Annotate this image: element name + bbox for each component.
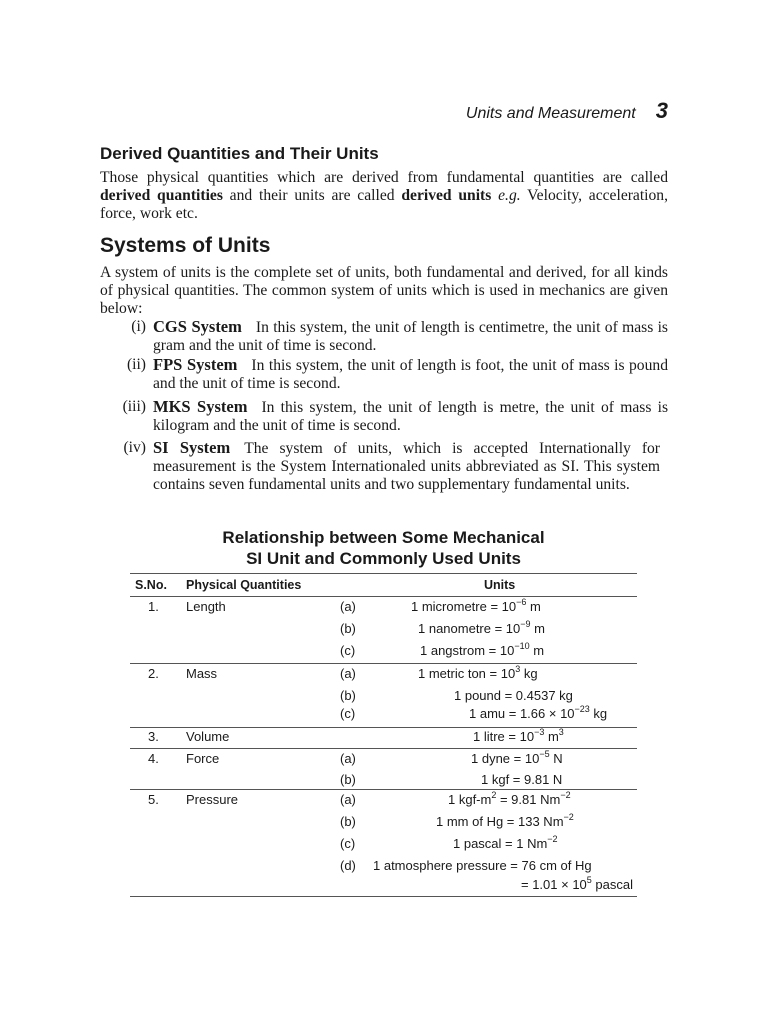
row-sub-label: (b) xyxy=(340,772,356,787)
row-unit-relation xyxy=(521,877,633,893)
item-number: (i) xyxy=(131,318,146,335)
unit-text: m xyxy=(526,599,541,614)
unit-text: 1 kgf-m xyxy=(448,792,492,807)
row-sub-label: (c) xyxy=(340,643,356,658)
table-bottom-rule xyxy=(130,896,637,897)
unit-exponent: −2 xyxy=(563,812,574,822)
unit-exponent: −2 xyxy=(560,790,571,800)
row-quantity: Volume xyxy=(186,729,230,744)
row-sub-label: (d) xyxy=(340,858,356,873)
item-number: (ii) xyxy=(126,356,146,373)
unit-text: 1 litre = 10 xyxy=(473,729,535,744)
unit-text: N xyxy=(549,751,563,766)
system-item-si xyxy=(100,439,668,494)
unit-text: kg xyxy=(520,666,538,681)
row-unit-relation xyxy=(473,729,564,745)
table-title-line2: SI Unit and Commonly Used Units xyxy=(246,549,521,568)
row-unit-relation xyxy=(471,751,563,767)
group-rule xyxy=(130,748,637,749)
unit-exponent: 5 xyxy=(586,875,592,885)
paragraph-derived xyxy=(100,169,668,223)
table-title xyxy=(130,527,637,569)
unit-text: = 9.81 Nm xyxy=(496,792,561,807)
unit-exponent: −5 xyxy=(539,749,550,759)
row-unit-relation xyxy=(448,792,571,808)
system-text: The system of units, which is accepted Internationally for measurement is the System Internationaled units abbreviated as SI. This system contains seven fundamental units and two supplementary fundamental units. xyxy=(153,440,660,493)
system-name: SI System xyxy=(153,438,231,457)
unit-text: 1 pound = 0.4537 kg xyxy=(454,688,573,703)
table-title-line1: Relationship between Some Mechanical xyxy=(222,528,545,547)
row-sno: 2. xyxy=(148,666,159,681)
abbr-eg: e.g. xyxy=(498,187,521,204)
row-sno: 3. xyxy=(148,729,159,744)
system-item-mks xyxy=(100,398,668,435)
unit-text: 1 atmosphere pressure = 76 cm of Hg xyxy=(373,858,592,873)
section-heading-systems: Systems of Units xyxy=(100,234,271,257)
row-unit-relation xyxy=(411,599,541,615)
unit-exponent: 2 xyxy=(491,790,497,800)
text: Velocity, acceleration, force, work etc. xyxy=(100,187,669,222)
unit-text: 1 amu = 1.66 × 10 xyxy=(469,706,575,721)
row-sub-label: (b) xyxy=(340,814,356,829)
row-quantity: Pressure xyxy=(186,792,239,807)
row-sub-label: (a) xyxy=(340,751,356,766)
row-unit-relation xyxy=(481,772,562,788)
system-name: MKS System xyxy=(153,397,248,416)
section-heading-derived: Derived Quantities and Their Units xyxy=(100,144,379,163)
running-header xyxy=(466,98,668,124)
system-item-cgs xyxy=(100,318,668,355)
unit-text: pascal xyxy=(591,877,633,892)
row-sno: 5. xyxy=(148,792,159,807)
table-header-rule xyxy=(130,596,637,597)
row-sno: 1. xyxy=(148,599,159,614)
header-units: Units xyxy=(484,578,516,592)
system-name: FPS System xyxy=(153,355,238,374)
unit-exponent: −3 xyxy=(534,727,545,737)
header-quantity: Physical Quantities xyxy=(186,578,302,592)
row-unit-relation xyxy=(418,621,545,637)
unit-exponent: −23 xyxy=(574,704,590,714)
row-unit-relation xyxy=(418,666,538,682)
unit-text: 1 metric ton = 10 xyxy=(418,666,516,681)
item-number: (iv) xyxy=(123,439,146,456)
row-quantity: Mass xyxy=(186,666,218,681)
system-text: In this system, the unit of length is centimetre, the unit of mass is gram and the unit of time is second. xyxy=(153,319,668,354)
unit-text: kg xyxy=(589,706,608,721)
system-item-fps xyxy=(100,356,668,393)
unit-text: = 1.01 × 10 xyxy=(521,877,587,892)
header-sno: S.No. xyxy=(135,578,167,592)
row-unit-relation xyxy=(420,643,544,659)
unit-exponent: −6 xyxy=(516,597,527,607)
unit-text: m xyxy=(530,621,545,636)
item-number: (iii) xyxy=(122,398,146,415)
row-unit-relation xyxy=(436,814,574,830)
row-sub-label: (b) xyxy=(340,688,356,703)
text: and their units are called xyxy=(222,187,402,204)
unit-text: 1 micrometre = 10 xyxy=(411,599,517,614)
unit-exponent: −2 xyxy=(547,834,558,844)
unit-text: 1 mm of Hg = 133 Nm xyxy=(436,814,564,829)
row-quantity: Force xyxy=(186,751,220,766)
term-derived-units: derived units xyxy=(401,187,492,204)
unit-exponent: −9 xyxy=(520,619,531,629)
row-unit-relation xyxy=(454,688,573,704)
row-sub-label: (c) xyxy=(340,836,356,851)
system-name: CGS System xyxy=(153,317,242,336)
running-title: Units and Measurement xyxy=(465,105,636,122)
row-sno: 4. xyxy=(148,751,159,766)
row-sub-label: (b) xyxy=(340,621,356,636)
unit-text: 1 dyne = 10 xyxy=(471,751,540,766)
group-rule xyxy=(130,663,637,664)
page-number: 3 xyxy=(655,98,668,123)
row-sub-label: (c) xyxy=(340,706,356,721)
unit-exponent: −10 xyxy=(514,641,530,651)
table-top-rule xyxy=(130,573,637,574)
row-sub-label: (a) xyxy=(340,666,356,681)
row-sub-label: (a) xyxy=(340,599,356,614)
term-derived-quantities: derived quantities xyxy=(100,187,223,204)
unit-text: 1 kgf = 9.81 N xyxy=(481,772,563,787)
unit-exponent: 3 xyxy=(515,664,521,674)
unit-text: 1 pascal = 1 Nm xyxy=(453,836,548,851)
unit-text: 1 angstrom = 10 xyxy=(420,643,515,658)
unit-text: m xyxy=(544,729,559,744)
text: Those physical quantities which are derived from fundamental quantities are called xyxy=(100,169,668,186)
row-sub-label: (a) xyxy=(340,792,356,807)
unit-text: m xyxy=(529,643,545,658)
unit-text: 1 nanometre = 10 xyxy=(418,621,521,636)
system-text: In this system, the unit of length is foot, the unit of mass is pound and the unit of time is second. xyxy=(153,357,668,392)
unit-exponent: 3 xyxy=(558,727,564,737)
row-unit-relation xyxy=(469,706,607,722)
row-unit-relation xyxy=(453,836,558,852)
paragraph-systems-intro: A system of units is the complete set of units, both fundamental and derived, for all kinds of physical quantities. The common system of units which is used in mechanics are given below: xyxy=(100,264,668,317)
row-quantity: Length xyxy=(186,599,226,614)
row-unit-relation xyxy=(373,858,592,874)
system-text: In this system, the unit of length is metre, the unit of mass is kilogram and the unit of time is second. xyxy=(153,399,669,434)
